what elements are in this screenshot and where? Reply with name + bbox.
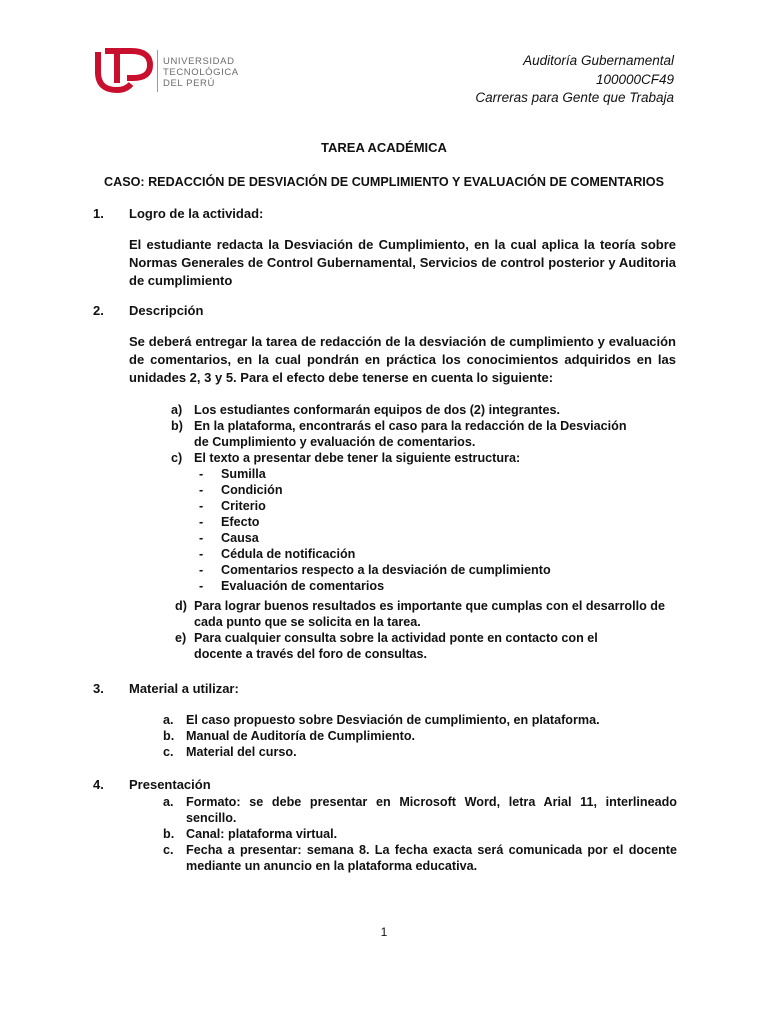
sublist-item [199, 466, 599, 482]
list-marker: b. [163, 729, 175, 743]
sublist-item [199, 546, 599, 562]
logo-line: TECNOLÓGICA [163, 67, 239, 78]
section-heading: Logro de la actividad: [129, 206, 264, 221]
dash-marker: - [199, 499, 204, 513]
section-number: 3. [93, 681, 104, 696]
list-marker: a. [163, 795, 174, 809]
document-title: TAREA ACADÉMICA [321, 140, 447, 155]
list-item-text: En la plataforma, encontrarás el caso para la redacción de la Desviación de Cumplimiento y evaluación de comentarios. [194, 419, 627, 449]
list-marker: c. [163, 745, 174, 759]
logo-line: DEL PERÚ [163, 78, 215, 89]
list-item [163, 728, 679, 744]
list-marker: a. [163, 713, 174, 727]
list-marker: b) [171, 419, 183, 433]
list-item [163, 842, 677, 874]
list-item [175, 598, 679, 630]
sublist-item [199, 578, 599, 594]
section-number: 4. [93, 777, 104, 792]
sublist-item [199, 562, 599, 578]
list-item-text: plataforma virtual. [224, 827, 338, 841]
list-item-key: Fecha a presentar: [186, 843, 302, 857]
structure-sublist [199, 466, 599, 594]
logo-divider [157, 50, 158, 92]
list-item-text: Manual de Auditoría de Cumplimiento. [186, 729, 416, 743]
sublist-item-text: Sumilla [221, 467, 266, 481]
description-list [171, 402, 679, 466]
list-item [163, 744, 679, 760]
section-heading: Material a utilizar: [129, 681, 239, 696]
section-number: 2. [93, 303, 104, 318]
sublist-item [199, 514, 599, 530]
dash-marker: - [199, 579, 204, 593]
sublist-item-text: Efecto [221, 515, 260, 529]
utp-logo [95, 46, 255, 96]
utp-logo-icon [95, 46, 155, 94]
materials-list [163, 712, 679, 760]
document-subtitle: CASO: REDACCIÓN DE DESVIACIÓN DE CUMPLIMIENTO Y EVALUACIÓN DE COMENTARIOS [104, 175, 664, 189]
list-marker: b. [163, 827, 175, 841]
dash-marker: - [199, 547, 204, 561]
list-item [175, 630, 679, 662]
dash-marker: - [199, 515, 204, 529]
list-item [171, 402, 679, 418]
sublist-item [199, 530, 599, 546]
dash-marker: - [199, 531, 204, 545]
list-marker: a) [171, 403, 183, 417]
list-marker: e) [175, 631, 187, 645]
section-heading: Presentación [129, 777, 211, 792]
sublist-item-text: Criterio [221, 499, 266, 513]
list-item [171, 450, 679, 466]
dash-marker: - [199, 563, 204, 577]
logo-line: UNIVERSIDAD [163, 56, 235, 67]
list-item-text: Los estudiantes conformarán equipos de dos (2) integrantes. [194, 403, 560, 417]
logo-wordmark [163, 56, 239, 89]
list-item-text: El caso propuesto sobre Desviación de cumplimiento, en plataforma. [186, 713, 600, 727]
dash-marker: - [199, 483, 204, 497]
list-marker: d) [175, 599, 187, 613]
section-text: Se deberá entregar la tarea de redacción de la desviación de cumplimiento y evaluación de comentarios, en la cual pondrán en práctica los conocimientos adquiridos en las unidades 2, 3 y 5. Para el efecto debe tenerse en cuenta lo siguiente: [129, 334, 676, 385]
list-item-text: se debe presentar en Microsoft Word, letra Arial 11, interlineado sencillo. [186, 795, 677, 825]
sublist-item [199, 498, 599, 514]
section-text: El estudiante redacta la Desviación de Cumplimiento, en la cual aplica la teoría sobre Normas Generales de Control Gubernamental, Servicios de control posterior y Auditoria de cumplimiento [129, 237, 676, 288]
program-name: Carreras para Gente que Trabaja [475, 90, 674, 105]
dash-marker: - [199, 467, 204, 481]
page-number: 1 [380, 925, 388, 939]
list-marker: c. [163, 843, 174, 857]
list-item-content [163, 842, 677, 874]
list-item-text: El texto a presentar debe tener la siguiente estructura: [194, 451, 521, 465]
list-item [163, 712, 679, 728]
list-item-content [163, 794, 677, 826]
section-number: 1. [93, 206, 104, 221]
list-item-key: Canal: [186, 827, 225, 841]
sublist-item-text: Evaluación de comentarios [221, 579, 385, 593]
list-marker: c) [171, 451, 183, 465]
course-code: 100000CF49 [595, 71, 674, 87]
sublist-item-text: Causa [221, 531, 259, 545]
list-item [163, 794, 677, 826]
list-item-text: Material del curso. [186, 745, 297, 759]
section-heading: Descripción [129, 303, 204, 318]
sublist-item-text: Condición [221, 483, 283, 497]
sublist-item [199, 482, 599, 498]
description-list-continued [175, 598, 679, 662]
list-item-key: Formato: [186, 795, 241, 809]
list-item [171, 418, 679, 450]
course-name: Auditoría Gubernamental [523, 53, 674, 68]
header-course-info [475, 52, 674, 108]
sublist-item-text: Cédula de notificación [221, 547, 356, 561]
sublist-item-text: Comentarios respecto a la desviación de cumplimiento [221, 563, 551, 577]
list-item-text: semana 8. La fecha exacta será comunicada por el docente mediante un anuncio en la plataforma educativa. [186, 843, 677, 873]
list-item-content [163, 826, 677, 842]
presentation-list [163, 794, 677, 874]
list-item [163, 826, 677, 842]
list-item-text: Para cualquier consulta sobre la actividad ponte en contacto con el docente a través del foro de consultas. [194, 631, 598, 661]
list-item-text: Para lograr buenos resultados es importante que cumplas con el desarrollo de cada punto que se solicita en la tarea. [194, 599, 665, 629]
